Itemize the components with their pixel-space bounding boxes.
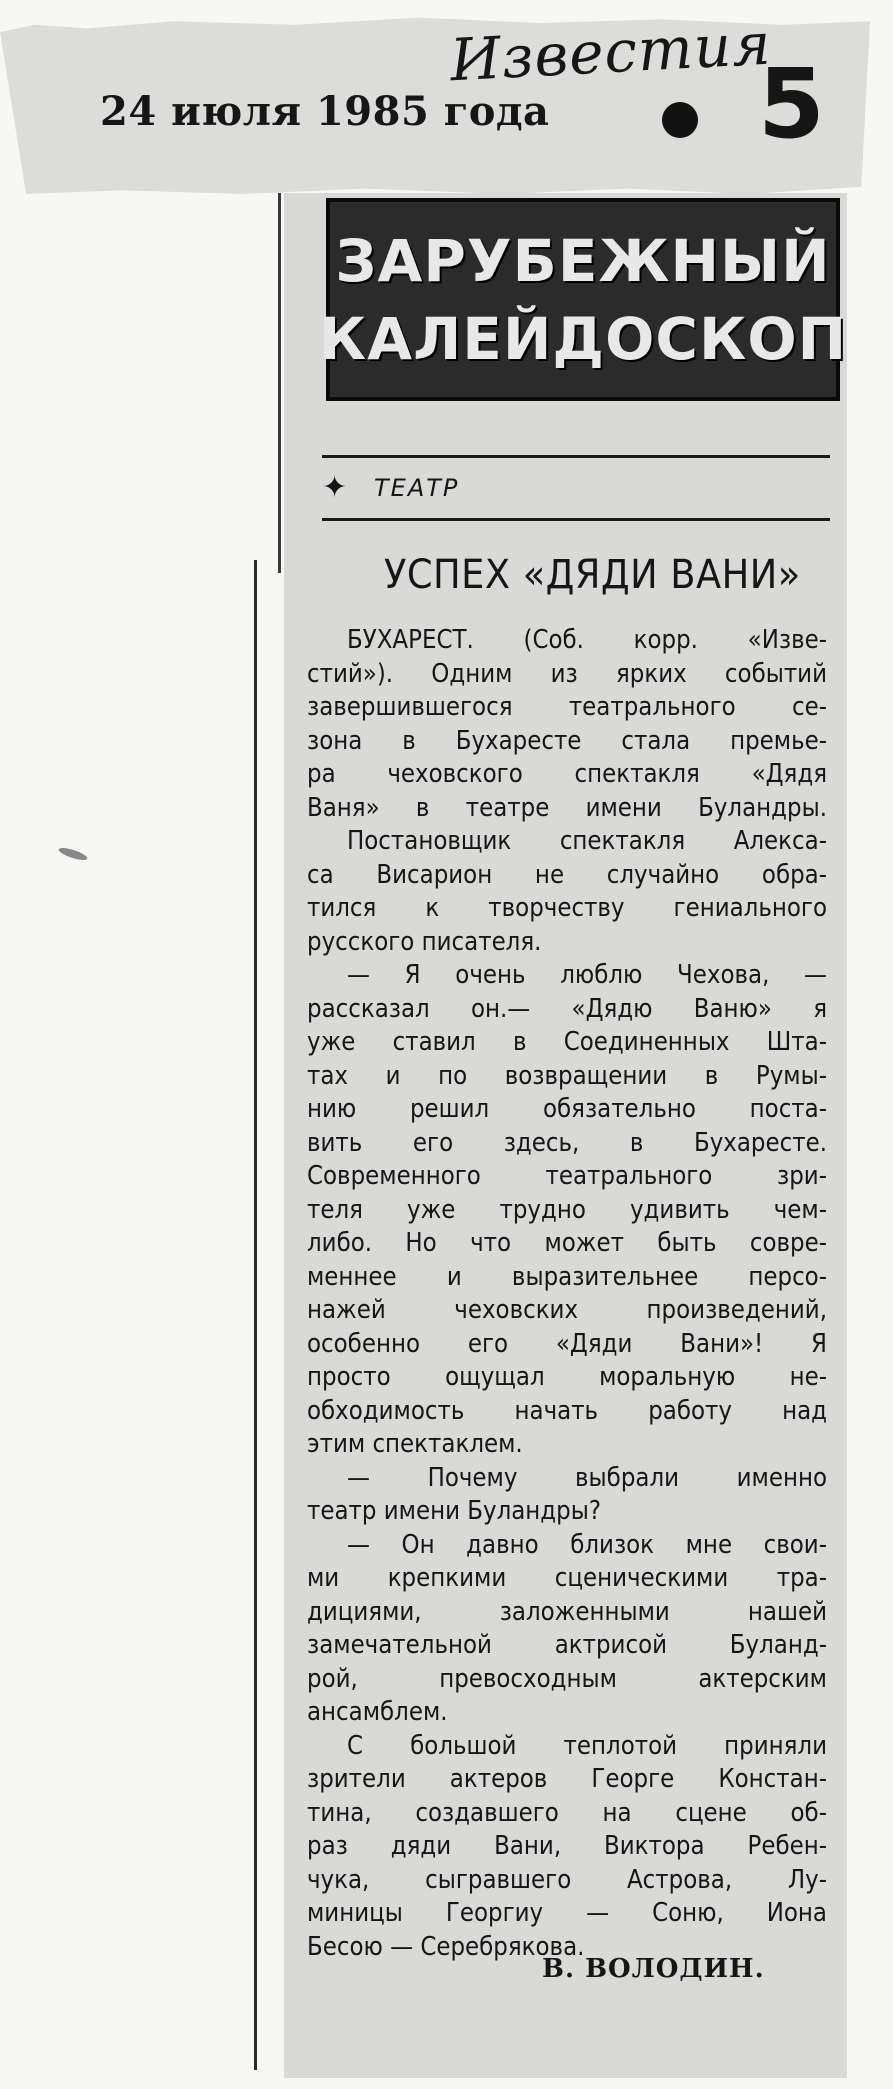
article-line: завершившегося театрального се- <box>307 692 827 722</box>
article-line: тина, создавшего на сцене об- <box>307 1797 827 1828</box>
article-line: рой, превосходным актерским <box>307 1663 827 1694</box>
article-line: вить его здесь, в Бухаресте. <box>307 1127 827 1158</box>
article-line: С большой теплотой приняли <box>347 1730 827 1761</box>
article-line: русского писателя. <box>307 926 542 957</box>
rubric-line-1: ЗАРУБЕЖНЫЙ <box>335 226 831 295</box>
article-line: БУХАРЕСТ. (Соб. корр. «Изве- <box>347 625 827 655</box>
article-line: Современного театрального зри- <box>307 1161 827 1191</box>
article-line: чука, сыгравшего Астрова, Лу- <box>307 1864 827 1895</box>
article-line: миницы Георгиу — Соню, Иона <box>307 1898 827 1928</box>
section-rule-bottom <box>322 518 830 521</box>
section-rule-top <box>322 455 830 458</box>
article-line: стий»). Одним из ярких событий <box>307 658 827 689</box>
page-number: 5 <box>758 48 825 160</box>
article-line: нию решил обязательно поста- <box>307 1094 827 1124</box>
section-label: ТЕАТР <box>374 474 460 502</box>
article-line: Постановщик спектакля Алекса- <box>347 826 827 856</box>
article-body <box>307 624 827 1964</box>
clipping-edge <box>254 560 257 2070</box>
article-line: — Почему выбрали именно <box>347 1462 827 1493</box>
article-line: зона в Бухаресте стала премье- <box>307 725 827 756</box>
rubric-line-2: КАЛЕЙДОСКОП <box>318 304 848 373</box>
article-line: дициями, заложенными нашей <box>307 1596 827 1627</box>
article-line: особенно его «Дяди Вани»! Я <box>307 1328 827 1359</box>
article-line: нажей чеховских произведений, <box>307 1295 827 1325</box>
bullet-dot-icon <box>662 102 698 138</box>
article-line: зрители актеров Георге Констан- <box>307 1764 827 1794</box>
paper-speck <box>57 846 88 863</box>
article-line: — Я очень люблю Чехова, — <box>347 960 827 990</box>
article-line: ра чеховского спектакля «Дядя <box>307 759 827 789</box>
article-line: этим спектаклем. <box>307 1429 523 1459</box>
star-icon: ✦ <box>322 470 348 505</box>
article-line: просто ощущал моральную не- <box>307 1362 827 1392</box>
author-signature: В. ВОЛОДИН. <box>542 1954 765 1984</box>
article-line: Ваня» в театре имени Буландры. <box>307 792 827 823</box>
article-headline: УСПЕХ «ДЯДИ ВАНИ» <box>384 552 801 598</box>
issue-date: 24 июля 1985 года <box>100 88 550 135</box>
article-line: ансамблем. <box>307 1697 448 1727</box>
article-line: замечательной актрисой Буланд- <box>307 1630 827 1660</box>
article-line: теля уже трудно удивить чем- <box>307 1194 827 1225</box>
article-line: Бесою — Серебрякова. <box>307 1931 585 1962</box>
article-line: меннее и выразительнее персо- <box>307 1261 827 1292</box>
newspaper-name-handwritten: Известия <box>448 9 774 95</box>
article-line: тах и по возвращении в Румы- <box>307 1060 827 1091</box>
article-line: либо. Но что может быть совре- <box>307 1228 827 1258</box>
rubric-banner <box>318 198 848 401</box>
article-line: обходимость начать работу над <box>307 1395 827 1426</box>
article-line: уже ставил в Соединенных Шта- <box>307 1027 827 1057</box>
article-line: са Висарион не случайно обра- <box>307 859 827 890</box>
article-line: рассказал он.— «Дядю Ваню» я <box>307 993 827 1024</box>
article-line: ми крепкими сценическими тра- <box>307 1563 827 1593</box>
article-line: — Он давно близок мне свои- <box>347 1529 827 1560</box>
article-line: раз дяди Вани, Виктора Ребен- <box>307 1831 827 1861</box>
clipping-edge-top <box>278 193 281 573</box>
article-line: театр имени Буландры? <box>307 1496 602 1526</box>
article-line: тился к творчеству гениального <box>307 893 827 923</box>
